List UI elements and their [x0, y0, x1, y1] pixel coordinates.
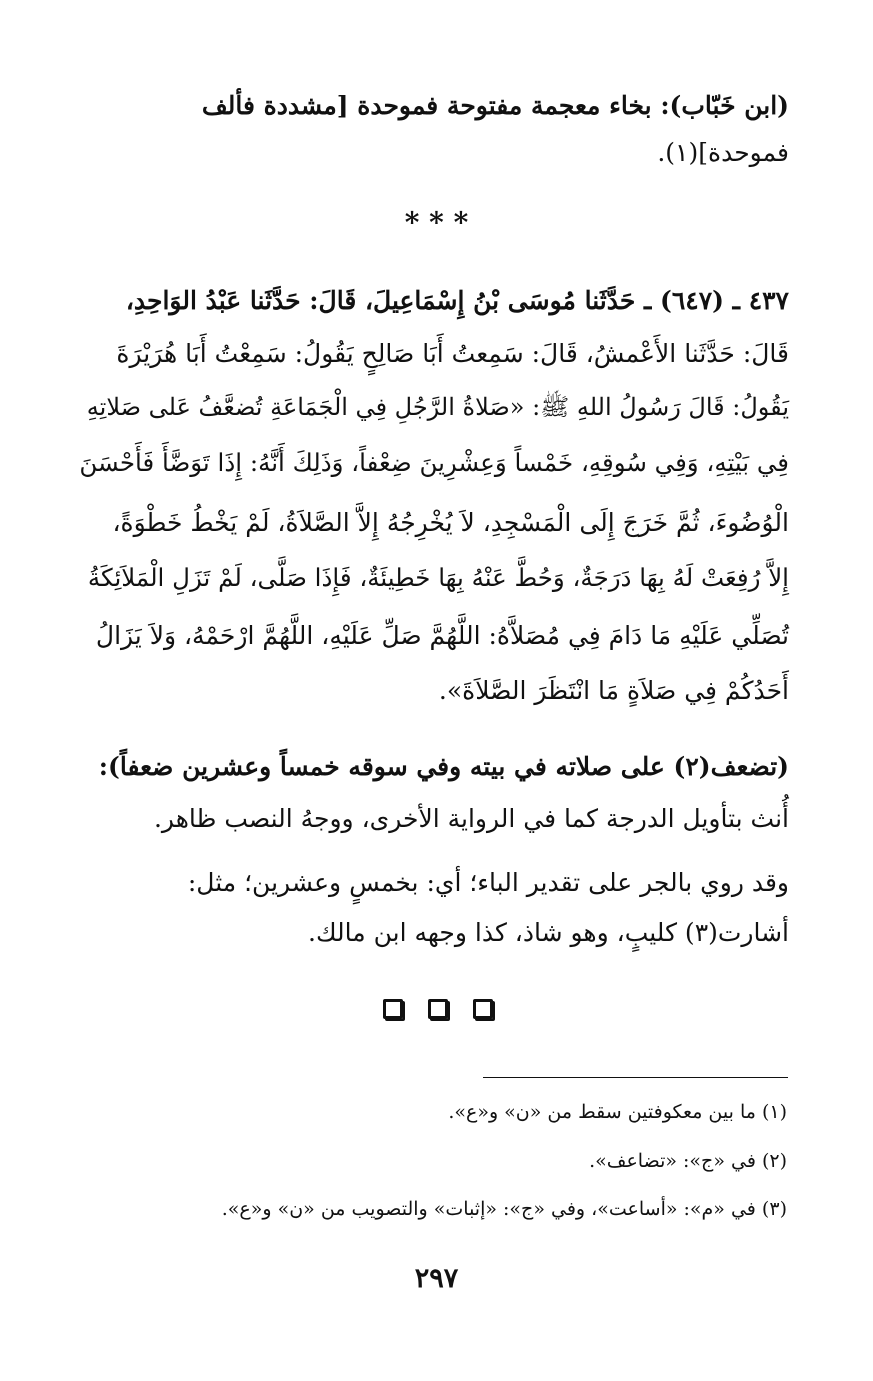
- hadith-line-2: قَالَ: حَدَّثَنا الأَعْمشُ، قَالَ: سَمِعتُ أَبَا صَالِحٍ يَقُولُ: سَمِعْتُ أَبَا هُرَيْرَةَ: [116, 339, 789, 368]
- ornament-box-icon: [473, 999, 493, 1019]
- footnote-3: (٣) في «م»: «أساعت»، وفي «ج»: «إثبات» والتصويب من «ن» و«ع».: [221, 1198, 787, 1220]
- hadith-line-8: أَحَدُكُمْ فِي صَلاَةٍ مَا انْتَظَرَ الصَّلاَةَ».: [438, 676, 789, 705]
- section-separator-stars: * * *: [404, 206, 469, 239]
- ornament-box-icon: [383, 999, 403, 1019]
- paragraph-1-line-1: (ابن خَبّاب): بخاء معجمة مفتوحة فموحدة [مشددة فألف: [201, 91, 789, 120]
- footnote-2: (٢) في «ج»: «تضاعف».: [589, 1150, 787, 1172]
- paragraph-3-line-2: أشارت(٣) كليبٍ، وهو شاذ، كذا وجهه ابن مالك.: [308, 918, 789, 947]
- paragraph-3-line-1: وقد روي بالجر على تقدير الباء؛ أي: بخمسٍ وعشرين؛ مثل:: [187, 868, 789, 897]
- footnote-1: (١) ما بين معكوفتين سقط من «ن» و«ع».: [448, 1101, 787, 1123]
- footnote-divider: [483, 1077, 788, 1078]
- hadith-line-7: تُصَلِّي عَلَيْهِ مَا دَامَ فِي مُصَلاَّهُ: اللَّهُمَّ صَلِّ عَلَيْهِ، اللَّهُمَّ ارْحَمْهُ، وَلاَ يَزَالُ: [95, 621, 789, 650]
- ornament-box-icon: [428, 999, 448, 1019]
- hadith-line-5: الْوُضُوءَ، ثُمَّ خَرَجَ إِلَى الْمَسْجِدِ، لاَ يُخْرِجُهُ إِلاَّ الصَّلاَةُ، لَمْ يَخْطُ خَطْوَةً،: [112, 508, 789, 537]
- hadith-line-4: فِي بَيْتِهِ، وَفِي سُوقِهِ، خَمْساً وَعِشْرِينَ ضِعْفاً، وَذَلِكَ أَنَّهُ: إِذَا تَوَضَّأَ فَأَحْسَنَ: [79, 448, 789, 477]
- section-end-ornament: [383, 999, 493, 1019]
- hadith-line-6: إِلاَّ رُفِعَتْ لَهُ بِهَا دَرَجَةٌ، وَحُطَّ عَنْهُ بِهَا خَطِيئَةٌ، فَإِذَا صَلَّى، لَمْ تَزَلِ الْمَلاَئِكَةُ: [87, 563, 789, 592]
- paragraph-2-line-2: أُنث بتأويل الدرجة كما في الرواية الأخرى، ووجهُ النصب ظاهر.: [153, 804, 789, 833]
- hadith-line-3: يَقُولُ: قَالَ رَسُولُ اللهِ ﷺ: «صَلاةُ الرَّجُلِ فِي الْجَمَاعَةِ تُضعَّفُ عَلى صَلاتِهِ: [86, 393, 789, 421]
- page-number: ٢٩٧: [414, 1263, 459, 1294]
- paragraph-1-line-2: فموحدة](١).: [657, 138, 789, 167]
- paragraph-2-line-1: (تضعف(٢) على صلاته في بيته وفي سوقه خمساً وعشرين ضعفاً):: [98, 752, 789, 781]
- hadith-line-1: ٤٣٧ ـ (٦٤٧) ـ حَدَّثَنا مُوسَى بْنُ إِسْمَاعِيلَ، قَالَ: حَدَّثَنا عَبْدُ الوَاحِدِ،: [125, 286, 789, 315]
